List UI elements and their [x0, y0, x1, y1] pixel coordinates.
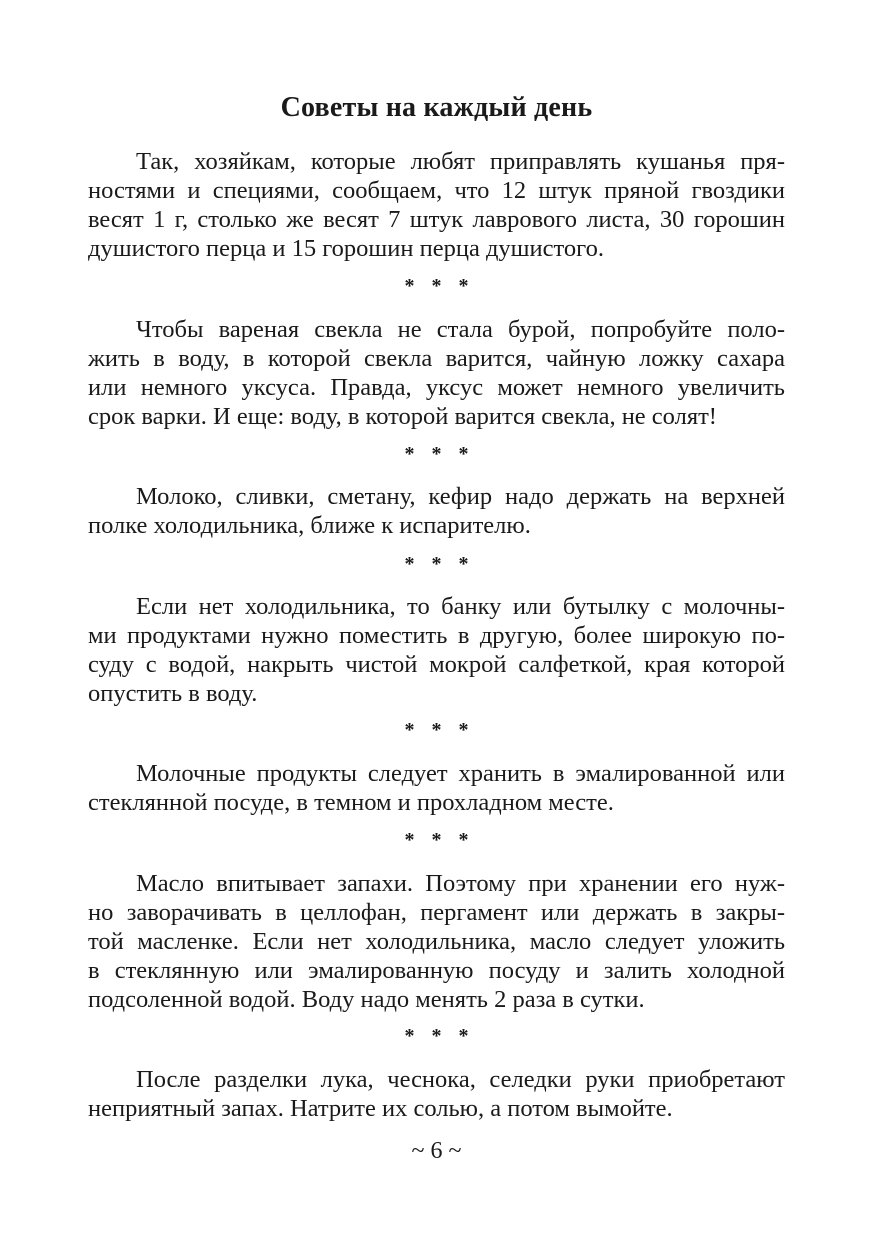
paragraph-dairy-storage: [88, 759, 785, 817]
text-line: ностями и специями, сообщаем, что 12 штук пряной гвоздики: [88, 177, 785, 204]
paragraph-hand-odor: [88, 1065, 785, 1123]
text-line: суду с водой, накрыть чистой мокрой салфеткой, края которой: [88, 651, 785, 678]
text-line: неприятный запах. Натрите их солью, а потом вымойте.: [88, 1095, 673, 1122]
paragraph-beets: [88, 315, 785, 431]
page-number: ~ 6 ~: [411, 1138, 462, 1164]
book-page: [88, 0, 785, 1240]
text-line: Если нет холодильника, то банку или бутылку с молочны-: [136, 593, 785, 620]
text-line: опустить в воду.: [88, 680, 258, 707]
text-line: Чтобы вареная свекла не стала бурой, попробуйте поло-: [136, 316, 785, 343]
text-line: полке холодильника, ближе к испарителю.: [88, 512, 531, 539]
section-separator: * * *: [404, 553, 475, 575]
section-separator: * * *: [404, 1025, 475, 1047]
text-line: ми продуктами нужно поместить в другую, более широкую по-: [88, 622, 785, 649]
section-separator: * * *: [404, 829, 475, 851]
paragraph-butter: [88, 869, 785, 1014]
paragraph-no-fridge: [88, 592, 785, 708]
paragraph-spices: [88, 147, 785, 263]
section-separator: * * *: [404, 719, 475, 741]
text-line: но заворачивать в целлофан, пергамент или держать в закры-: [88, 899, 785, 926]
text-line: той масленке. Если нет холодильника, масло следует уложить: [88, 928, 785, 955]
text-line: Молоко, сливки, сметану, кефир надо держать на верхней: [136, 483, 785, 510]
text-line: подсоленной водой. Воду надо менять 2 раза в сутки.: [88, 986, 645, 1013]
section-separator: * * *: [404, 275, 475, 297]
paragraph-dairy-shelf: [88, 482, 785, 540]
text-line: или немного уксуса. Правда, уксус может немного увеличить: [88, 374, 785, 401]
text-line: весят 1 г, столько же весят 7 штук лаврового листа, 30 горошин: [88, 206, 785, 233]
section-separator: * * *: [404, 443, 475, 465]
text-line: срок варки. И еще: воду, в которой варится свекла, не солят!: [88, 403, 717, 430]
text-line: Масло впитывает запахи. Поэтому при хранении его нуж-: [136, 870, 785, 897]
page-title: Советы на каждый день: [280, 92, 593, 123]
text-line: После разделки лука, чеснока, селедки руки приобретают: [136, 1066, 785, 1093]
text-line: в стеклянную или эмалированную посуду и залить холодной: [88, 957, 785, 984]
text-line: душистого перца и 15 горошин перца душистого.: [88, 235, 604, 262]
text-line: Так, хозяйкам, которые любят приправлять кушанья пря-: [136, 148, 785, 175]
text-line: стеклянной посуде, в темном и прохладном месте.: [88, 789, 614, 816]
text-line: Молочные продукты следует хранить в эмалированной или: [136, 760, 785, 787]
text-line: жить в воду, в которой свекла варится, чайную ложку сахара: [88, 345, 785, 372]
